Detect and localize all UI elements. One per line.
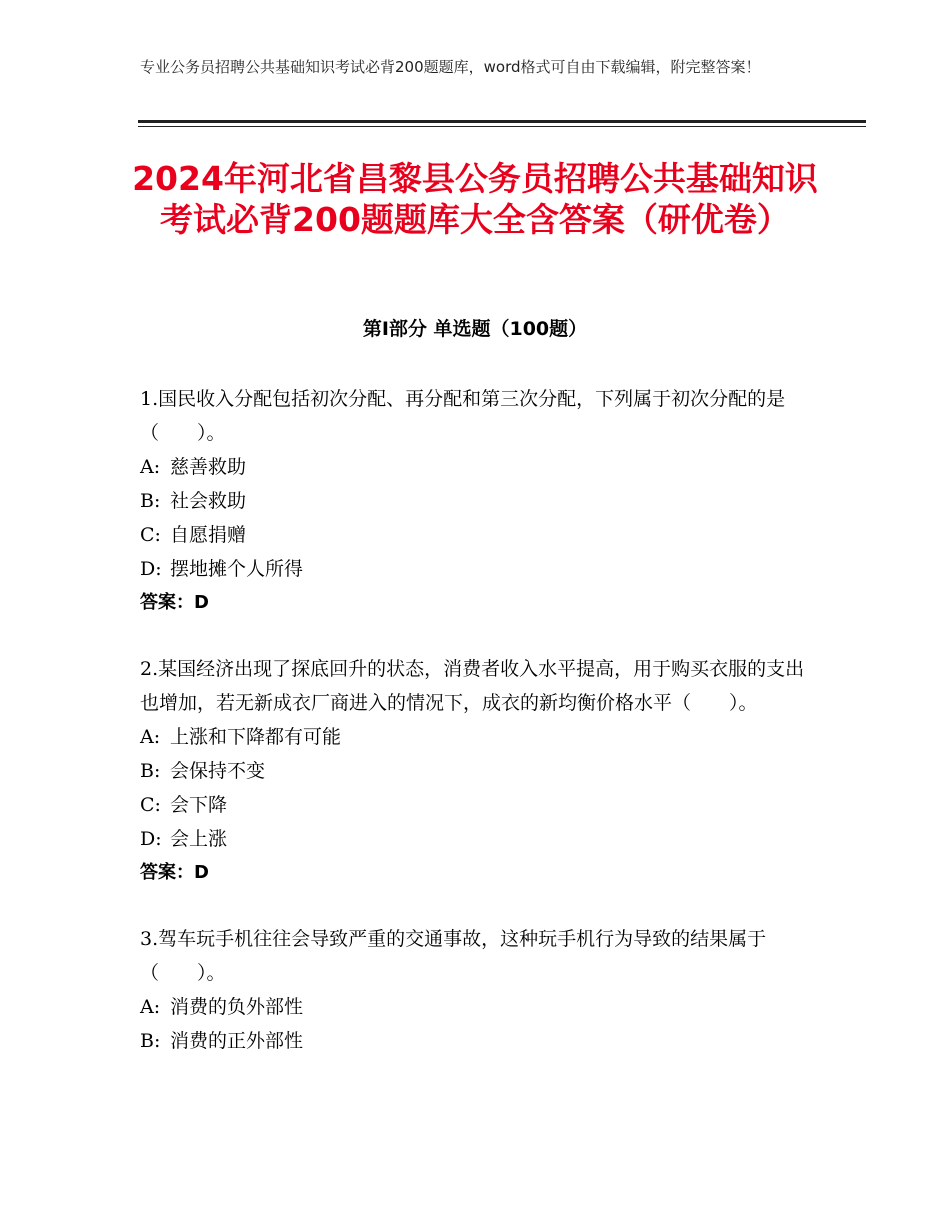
option-letter: A: — [140, 726, 161, 748]
question-stem: 3.驾车玩手机往往会导致严重的交通事故，这种玩手机行为导致的结果属于（ ）。 — [140, 928, 767, 984]
option-letter: C: — [140, 794, 161, 816]
option-text: 消费的正外部性 — [170, 1030, 304, 1052]
option-a — [140, 720, 820, 754]
option-text: 慈善救助 — [170, 456, 247, 478]
option-a — [140, 450, 820, 484]
question-1 — [140, 382, 820, 620]
option-text: 会下降 — [170, 794, 228, 816]
section-title: 第I部分 单选题（100题） — [362, 318, 588, 340]
option-letter: B: — [140, 1030, 161, 1052]
option-text: 会上涨 — [170, 828, 228, 850]
answer: 答案：D — [140, 592, 209, 613]
header-rule-thick — [138, 120, 866, 123]
question-list — [140, 382, 820, 1090]
option-b — [140, 1024, 820, 1058]
question-2 — [140, 652, 820, 890]
option-a — [140, 990, 820, 1024]
option-b — [140, 754, 820, 788]
option-letter: C: — [140, 524, 161, 546]
option-text: 社会救助 — [170, 490, 247, 512]
option-c — [140, 518, 820, 552]
document-title: 2024年河北省昌黎县公务员招聘公共基础知识考试必背200题题库大全含答案（研优卷） — [132, 159, 818, 239]
option-letter: A: — [140, 456, 161, 478]
option-text: 会保持不变 — [170, 760, 266, 782]
option-c — [140, 788, 820, 822]
option-letter: D: — [140, 828, 162, 850]
question-stem: 1.国民收入分配包括初次分配、再分配和第三次分配，下列属于初次分配的是（ ）。 — [140, 388, 786, 444]
option-letter: A: — [140, 996, 161, 1018]
option-b — [140, 484, 820, 518]
question-3 — [140, 922, 820, 1058]
option-letter: B: — [140, 490, 161, 512]
answer: 答案：D — [140, 862, 209, 883]
option-letter: D: — [140, 558, 162, 580]
header-note: 专业公务员招聘公共基础知识考试必背200题题库，word格式可自由下载编辑，附完整答案！ — [140, 58, 761, 76]
option-text: 上涨和下降都有可能 — [170, 726, 342, 748]
question-stem: 2.某国经济出现了探底回升的状态，消费者收入水平提高，用于购买衣服的支出也增加，若无新成衣厂商进入的情况下，成衣的新均衡价格水平（ ）。 — [140, 658, 805, 714]
option-text: 自愿捐赠 — [170, 524, 247, 546]
header-rule-thin — [138, 126, 866, 127]
option-text: 摆地摊个人所得 — [170, 558, 304, 580]
option-letter: B: — [140, 760, 161, 782]
option-d — [140, 822, 820, 856]
option-d — [140, 552, 820, 586]
option-text: 消费的负外部性 — [170, 996, 304, 1018]
